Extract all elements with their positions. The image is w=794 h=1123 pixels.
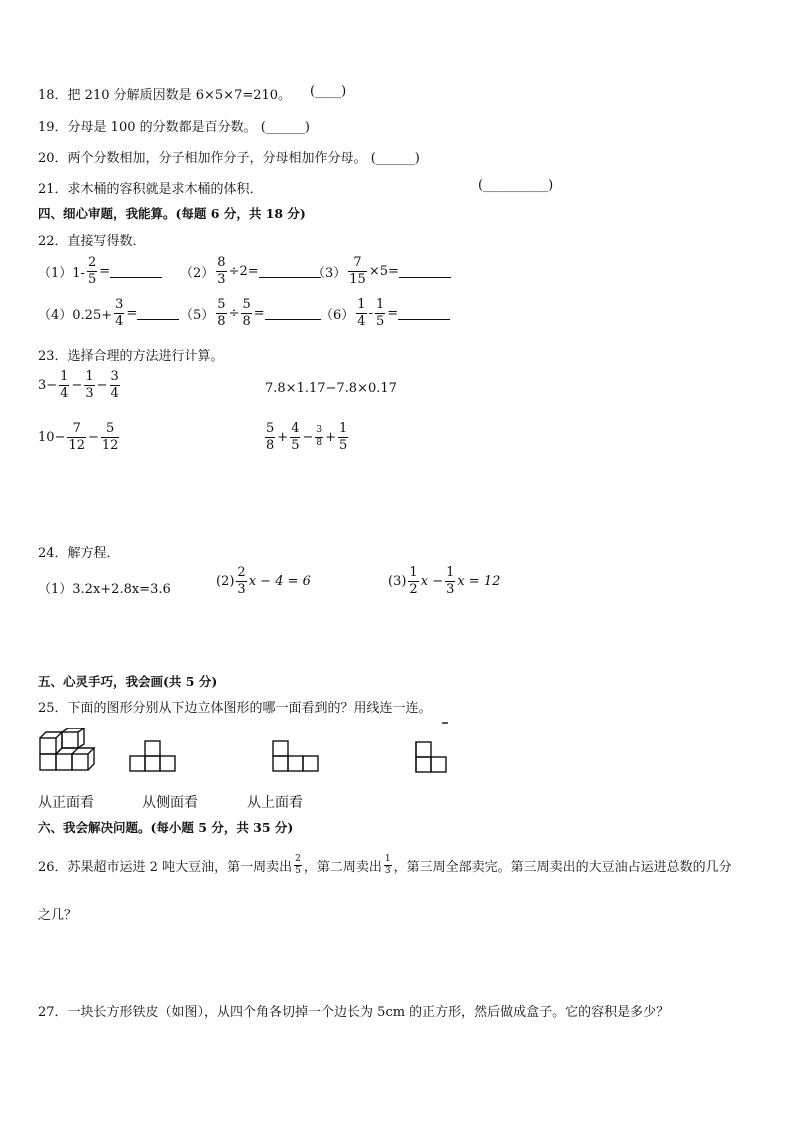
answer-blank-6[interactable] bbox=[398, 307, 450, 320]
question-26-line1 bbox=[38, 855, 732, 877]
q22-item-5-label: （5） bbox=[180, 307, 215, 323]
minus-sign: − bbox=[87, 429, 99, 445]
question-23-title: 23．选择合理的方法进行计算。 bbox=[38, 349, 224, 364]
expr-lead: 3− bbox=[38, 377, 58, 393]
eq-label: (2) bbox=[216, 573, 235, 589]
expr-lead: 10− bbox=[38, 429, 66, 445]
q26-text-3: ，第三周全部卖完。第三周卖出的大豆油占运进总数的几分 bbox=[393, 860, 732, 876]
fraction: $\frac{1}{3}$ bbox=[85, 369, 94, 401]
question-25-title: 25．下面的图形分别从下边立体图形的哪一面看到的？用线连一连。 bbox=[38, 701, 432, 716]
equals-sign: = bbox=[126, 305, 138, 321]
operator-text: - bbox=[368, 305, 373, 321]
fraction: $\frac{3}{4}$ bbox=[115, 297, 124, 329]
fraction: 1 4 bbox=[357, 297, 366, 329]
answer-blank-4[interactable] bbox=[137, 307, 179, 320]
q24-eq-2 bbox=[216, 566, 311, 596]
view-label-top: 从上面看 bbox=[247, 795, 303, 811]
q22-item-6-label: （6） bbox=[320, 307, 355, 323]
question-20-text: 20．两个分数相加，分子相加作分子，分母相加作分母。 bbox=[38, 151, 367, 166]
fraction: $\frac{2}{5}$ bbox=[87, 255, 97, 287]
operator-text: ÷2= bbox=[228, 263, 259, 279]
answer-paren-19[interactable]: (______) bbox=[260, 120, 310, 135]
section-6-heading: 六、我会解决问题。(每小题 5 分，共 35 分) bbox=[38, 820, 294, 835]
fraction: $\frac{5}{12}$ bbox=[101, 421, 119, 453]
question-18-text: 18．把 210 分解质因数是 6×5×7=210。 bbox=[38, 88, 292, 103]
fraction: $\frac{3}{4}$ bbox=[110, 369, 119, 401]
q22-item-2-label: （2） bbox=[180, 265, 215, 281]
fraction: $\frac{1}{3}$ bbox=[446, 565, 455, 597]
solid-figure-icon bbox=[36, 728, 102, 776]
equals-sign: = bbox=[99, 263, 111, 279]
q23-expr-3 bbox=[38, 422, 121, 452]
fraction: 2 5 bbox=[295, 854, 301, 877]
q24-eq-1: （1）3.2x+2.8x=3.6 bbox=[38, 582, 171, 597]
minus-sign: − bbox=[302, 429, 314, 445]
eq-label: (3) bbox=[388, 573, 407, 589]
q26-text-1: 26．苏果超市运进 2 吨大豆油，第一周卖出 bbox=[38, 860, 293, 876]
equals-sign: = bbox=[387, 305, 399, 321]
q23-expr-2: 7.8×1.17−7.8×0.17 bbox=[265, 381, 397, 396]
q23-expr-4 bbox=[263, 422, 350, 452]
fraction: $\frac{1}{4}$ bbox=[60, 369, 69, 401]
eq-tail: x − 4 = 6 bbox=[248, 573, 311, 589]
answer-paren-20[interactable]: (______) bbox=[370, 151, 420, 166]
fraction: 5 8 bbox=[266, 421, 275, 453]
eq-mid: x − bbox=[420, 573, 444, 589]
question-26-line2: 之几？ bbox=[38, 908, 78, 923]
minus-sign: − bbox=[96, 377, 108, 393]
fraction: $\frac{5}{8}$ bbox=[242, 297, 251, 329]
fraction: $\frac{7}{12}$ bbox=[68, 421, 85, 453]
question-20 bbox=[38, 147, 420, 166]
q22-item-5 bbox=[180, 298, 321, 328]
top-view-figure-icon[interactable] bbox=[412, 720, 452, 778]
plus-sign: + bbox=[277, 429, 289, 445]
fraction: 1 3 bbox=[384, 854, 391, 877]
question-27: 27．一块长方形铁皮（如图），从四个角各切掉一个边长为 5cm 的正方形，然后做成盒子。它的容积是多少？ bbox=[38, 1005, 670, 1020]
fraction: 1 2 bbox=[409, 565, 418, 597]
q22-item-4-label: （4）0.25+ bbox=[38, 307, 113, 323]
answer-blank-3[interactable] bbox=[399, 265, 451, 278]
view-label-front: 从正面看 bbox=[38, 795, 94, 811]
q22-item-3 bbox=[312, 256, 451, 286]
q24-eq-3 bbox=[388, 566, 500, 596]
fraction: $\frac{8}{3}$ bbox=[217, 255, 226, 287]
answer-paren-21[interactable]: (__________) bbox=[478, 178, 554, 193]
q22-item-3-label: （3） bbox=[312, 265, 347, 281]
question-24-title: 24．解方程． bbox=[38, 546, 120, 561]
q22-item-1 bbox=[38, 256, 162, 286]
fraction: $\frac{5}{8}$ bbox=[217, 297, 226, 329]
question-18 bbox=[38, 84, 291, 103]
view-label-side: 从侧面看 bbox=[142, 795, 198, 811]
q22-item-1-label: （1）1- bbox=[38, 265, 85, 281]
fraction: $\frac{3}{8}$ bbox=[316, 425, 323, 448]
operator-text: ×5= bbox=[368, 263, 399, 279]
operator-text: ÷ bbox=[228, 305, 240, 321]
minus-sign: − bbox=[71, 377, 83, 393]
fraction: $\frac{1}{5}$ bbox=[339, 421, 348, 453]
fraction: 2 3 bbox=[237, 565, 246, 597]
q22-item-4 bbox=[38, 298, 179, 328]
question-19-text: 19．分母是 100 的分数都是百分数。 bbox=[38, 120, 257, 135]
q26-text-2: ，第二周卖出 bbox=[303, 860, 382, 876]
q22-item-6 bbox=[320, 298, 450, 328]
answer-blank-1[interactable] bbox=[110, 265, 162, 278]
fraction: $\frac{7}{15}$ bbox=[349, 255, 366, 287]
answer-blank-5[interactable] bbox=[265, 307, 321, 320]
question-21 bbox=[38, 178, 263, 197]
side-view-figure-icon[interactable] bbox=[270, 737, 320, 775]
front-view-figure-icon[interactable] bbox=[128, 737, 178, 775]
section-5-heading: 五、心灵手巧，我会画(共 5 分) bbox=[38, 674, 218, 689]
q22-item-2 bbox=[180, 256, 321, 286]
plus-sign: + bbox=[325, 429, 337, 445]
question-22-title: 22．直接写得数． bbox=[38, 234, 146, 249]
q23-expr-1 bbox=[38, 370, 122, 400]
fraction: $\frac{4}{5}$ bbox=[291, 421, 300, 453]
section-4-heading: 四、细心审题，我能算。(每题 6 分，共 18 分) bbox=[38, 206, 306, 221]
answer-paren-18[interactable]: (____) bbox=[310, 84, 347, 99]
fraction: $\frac{1}{5}$ bbox=[375, 297, 385, 329]
question-19 bbox=[38, 116, 310, 135]
question-21-text: 21．求木桶的容积就是求木桶的体积． bbox=[38, 182, 263, 197]
equals-sign: = bbox=[253, 305, 265, 321]
eq-tail: x = 12 bbox=[457, 573, 501, 589]
